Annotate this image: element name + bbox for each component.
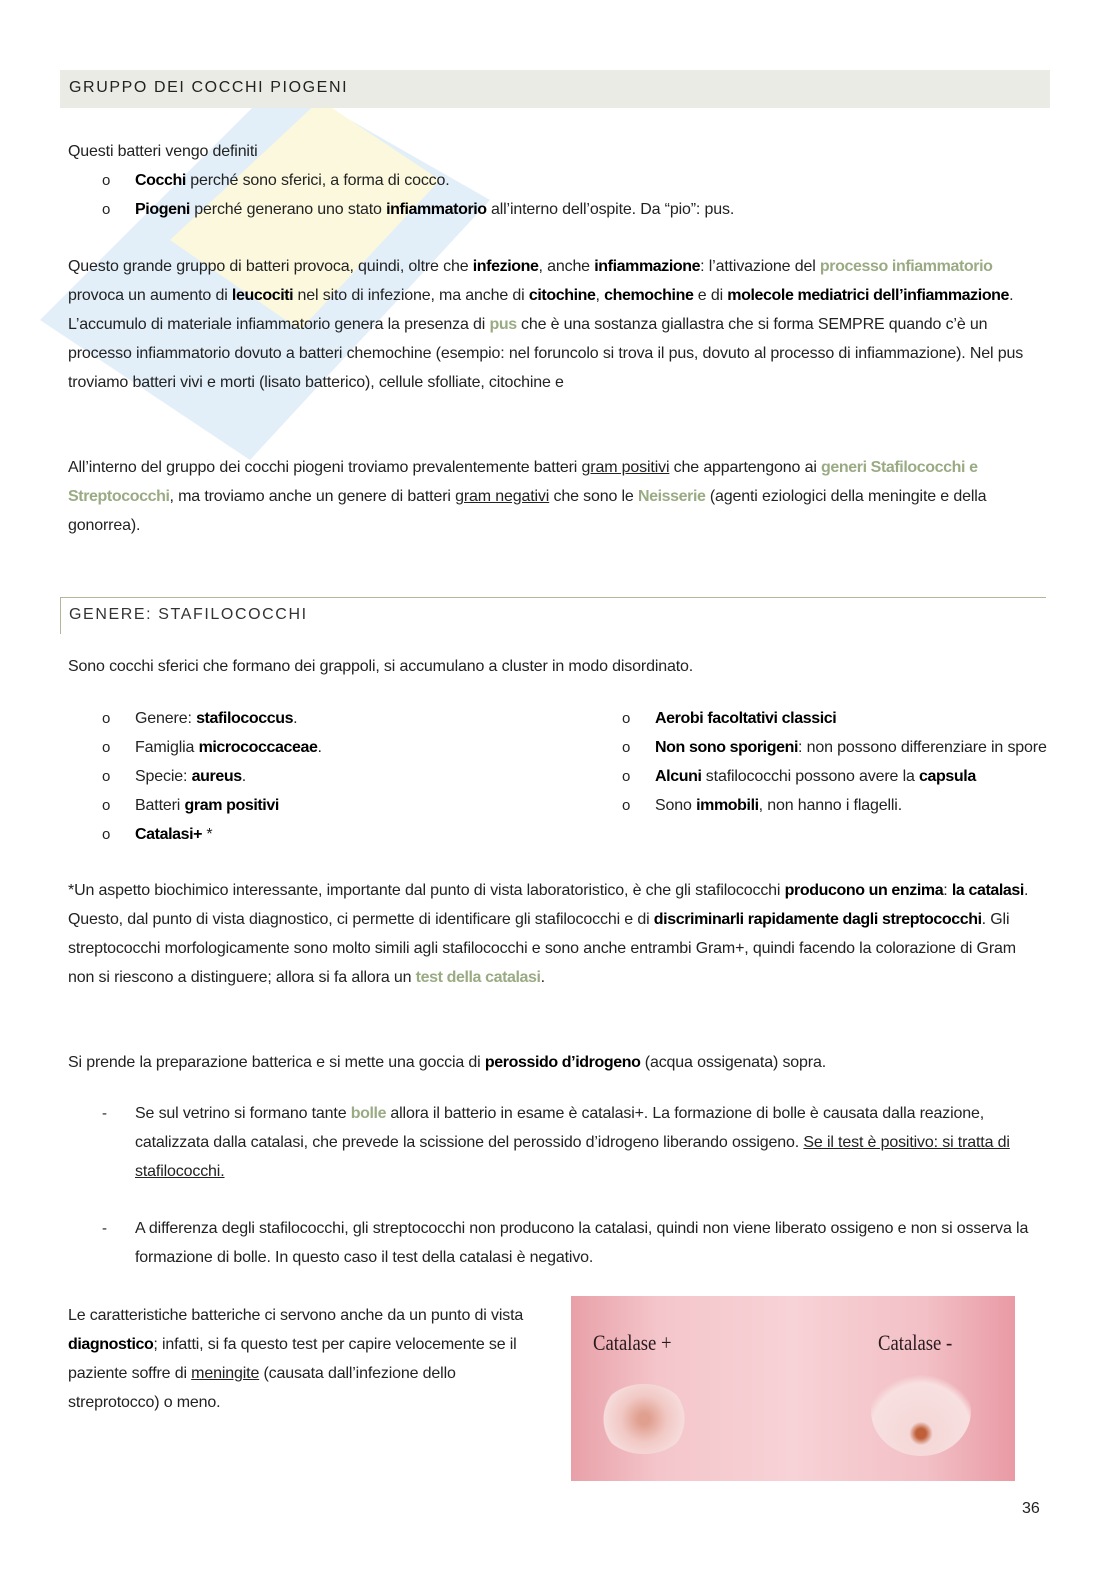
text-run: : l’attivazione del	[700, 258, 820, 275]
underlined-text: meningite	[191, 1365, 260, 1382]
list-item-text	[655, 762, 1047, 791]
bullet-icon: o	[622, 710, 631, 727]
bold-term: la catalasi	[951, 882, 1024, 899]
text-run: provoca un aumento di	[68, 287, 232, 304]
bold-term: capsula	[919, 768, 976, 785]
bold-term: infezione	[472, 258, 539, 275]
list-item-text	[135, 195, 1035, 224]
page-number: 36	[1022, 1500, 1040, 1517]
catalase-negative-label: Catalase -	[878, 1330, 953, 1355]
text-run: e di	[693, 287, 728, 304]
highlighted-term: bolle	[350, 1105, 387, 1122]
bold-term: Aerobi facoltativi classici	[655, 710, 837, 727]
text-run: *	[202, 826, 213, 843]
text-run: Specie:	[135, 768, 192, 785]
text-run: Sono cocchi sferici che formano dei grappoli, si accumulano a cluster in modo disordinato.	[68, 658, 694, 675]
list-item-text	[135, 166, 1035, 195]
text-run: Questo grande gruppo di batteri provoca, quindi, oltre che	[68, 258, 473, 275]
catalasi-paragraph	[68, 876, 1038, 992]
catalase-positive-label: Catalase +	[593, 1330, 672, 1355]
list-item-text	[655, 704, 1047, 733]
bold-term: infiammazione	[594, 258, 701, 275]
bold-term: gram positivi	[184, 797, 279, 814]
text-run: .	[317, 739, 322, 756]
bullet-icon: -	[102, 1220, 107, 1237]
bullet-icon: o	[102, 797, 111, 814]
staf-paragraph	[68, 652, 1038, 681]
subsection-heading-box	[60, 597, 1046, 634]
bold-term: discriminarli rapidamente dagli streptococchi	[653, 911, 982, 928]
text-run: All’interno del gruppo dei cocchi piogeni troviamo prevalentemente batteri	[68, 459, 582, 476]
highlighted-term: processo infiammatorio	[819, 258, 993, 275]
text-run: , anche	[538, 258, 595, 275]
text-run: Se sul vetrino si formano tante	[135, 1105, 351, 1122]
text-run: nel sito di infezione, ma anche di	[293, 287, 529, 304]
text-run: (causata dall’infezione dello streprotocco) o meno.	[68, 1365, 456, 1411]
bold-term: perossido d’idrogeno	[484, 1054, 641, 1071]
bullet-icon: o	[102, 172, 111, 189]
text-run: Si prende la preparazione batterica e si mette una goccia di	[68, 1054, 485, 1071]
text-run: Le caratteristiche batteriche ci servono anche da un punto di vista	[68, 1307, 524, 1324]
text-run: A differenza degli stafilococchi, gli streptococchi non producono la catalasi, quindi non viene liberato ossigeno e non si osserva la formazione di bolle. In questo caso il test della catalasi è negativo.	[135, 1220, 1029, 1266]
text-run: . Gli streptococchi morfologicamente sono molto simili agli stafilococchi e sono anche entrambi Gram+, quindi facendo la colorazione di Gram non si riescono a distinguere; allora si fa allora un	[68, 911, 1016, 986]
text-run: *Un aspetto biochimico interessante, importante dal punto di vista laboratoristico, è che gli stafilococchi	[68, 882, 785, 899]
bold-term: micrococcaceae	[198, 739, 318, 756]
bold-term: infiammatorio	[386, 201, 487, 218]
text-run: . Questo, dal punto di vista diagnostico, ci permette di identificare gli stafilococchi e di	[68, 882, 1029, 928]
text-run: .	[293, 710, 298, 727]
section-heading-bar	[60, 70, 1050, 108]
bold-term: diagnostico	[68, 1336, 154, 1353]
text-run: (acqua ossigenata) sopra.	[640, 1054, 827, 1071]
text-run: Batteri	[135, 797, 185, 814]
bold-term: leucociti	[231, 287, 294, 304]
highlighted-term: generi Stafilococchi e Streptococchi	[68, 459, 978, 505]
text-run: Questi batteri vengo definiti	[68, 143, 258, 160]
bold-term: chemochine	[604, 287, 694, 304]
text-run: .	[241, 768, 246, 785]
list-item-text	[135, 1099, 1040, 1186]
bold-term: Catalasi+	[135, 826, 203, 843]
text-run: che appartengono ai	[669, 459, 822, 476]
bold-term: citochine	[528, 287, 596, 304]
non-bubbling-drop	[871, 1366, 971, 1456]
text-run: . L’accumulo di materiale infiammatorio genera la presenza di	[68, 287, 1014, 333]
section-heading: GRUPPO DEI COCCHI PIOGENI	[69, 79, 349, 96]
text-run: allora il batterio in esame è catalasi+. La formazione di bolle è causata dalla reazione, catalizzata dalla catalasi, che prevede la scissione del perossido d’idrogeno liberando ossigeno.	[135, 1105, 985, 1151]
text-run: , non hanno i flagelli.	[758, 797, 902, 814]
bold-term: immobili	[696, 797, 759, 814]
text-run: .	[540, 969, 545, 986]
highlighted-term: test della catalasi	[415, 969, 541, 986]
highlighted-term: pus	[489, 316, 517, 333]
text-run: Genere:	[135, 710, 197, 727]
text-run: Sono	[655, 797, 697, 814]
text-run: all’interno dell’ospite. Da “pio”: pus.	[486, 201, 735, 218]
text-run: , ma troviamo anche un genere di batteri	[169, 488, 456, 505]
list-item-text	[135, 791, 575, 820]
bold-term: Alcuni	[655, 768, 702, 785]
perossido-paragraph	[68, 1048, 1038, 1077]
text-run: ; infatti, si fa questo test per capire velocemente se il paziente soffre di	[68, 1336, 517, 1382]
bubbling-drop	[599, 1384, 689, 1454]
bullet-icon: o	[102, 826, 111, 843]
list-item-text	[655, 733, 1047, 762]
bullet-icon: o	[622, 739, 631, 756]
text-run: ,	[595, 287, 605, 304]
text-run: : non possono differenziare in spore	[798, 739, 1047, 756]
intro-paragraph	[68, 137, 1038, 166]
bold-term: Piogeni	[135, 201, 190, 218]
bullet-icon: o	[102, 201, 111, 218]
underlined-text: gram positivi	[581, 459, 670, 476]
text-run: stafilococchi possono avere la	[701, 768, 920, 785]
group-paragraph	[68, 453, 1038, 540]
bullet-icon: o	[622, 797, 631, 814]
bullet-icon: o	[102, 768, 111, 785]
bullet-icon: o	[622, 768, 631, 785]
list-item-text	[135, 704, 575, 733]
text-run: che è una sostanza giallastra che si forma SEMPRE quando c’è un processo infiammatorio dovuto a batteri chemochine (esempio: nel foruncolo si trova il pus, dovuto al processo di infiammazione). Nel pus troviamo batteri vivi e morti (lisato batterico), cellule sfolliate, citochine e	[68, 316, 1024, 391]
list-item-text	[135, 820, 575, 849]
list-item-text	[135, 1214, 1040, 1272]
text-run: perché generano uno stato	[189, 201, 387, 218]
text-run: che sono le	[549, 488, 638, 505]
bold-term: stafilococcus	[196, 710, 294, 727]
text-run: Famiglia	[135, 739, 199, 756]
bullet-icon: o	[102, 739, 111, 756]
underlined-text: gram negativi	[455, 488, 550, 505]
underlined-text: Se il test è positivo: si tratta di stafilococchi.	[135, 1134, 1010, 1180]
catalase-test-image	[571, 1296, 1015, 1481]
list-item-text	[135, 733, 575, 762]
subsection-heading: GENERE: STAFILOCOCCHI	[69, 606, 308, 623]
bold-term: molecole mediatrici dell’infiammazione	[727, 287, 1010, 304]
list-item-text	[135, 762, 575, 791]
diagnostic-paragraph	[68, 1301, 548, 1417]
text-run: perché sono sferici, a forma di cocco.	[185, 172, 450, 189]
bullet-icon: o	[102, 710, 111, 727]
text-run: (agenti eziologici della meningite e della gonorrea).	[68, 488, 987, 534]
list-item-text	[655, 791, 1047, 820]
bullet-icon: -	[102, 1105, 107, 1122]
bold-term: Cocchi	[135, 172, 186, 189]
bold-term: producono un enzima	[784, 882, 944, 899]
text-run: :	[943, 882, 952, 899]
highlighted-term: Neisserie	[637, 488, 706, 505]
bold-term: Non sono sporigeni	[655, 739, 799, 756]
bold-term: aureus	[191, 768, 242, 785]
inflammation-paragraph	[68, 252, 1038, 397]
